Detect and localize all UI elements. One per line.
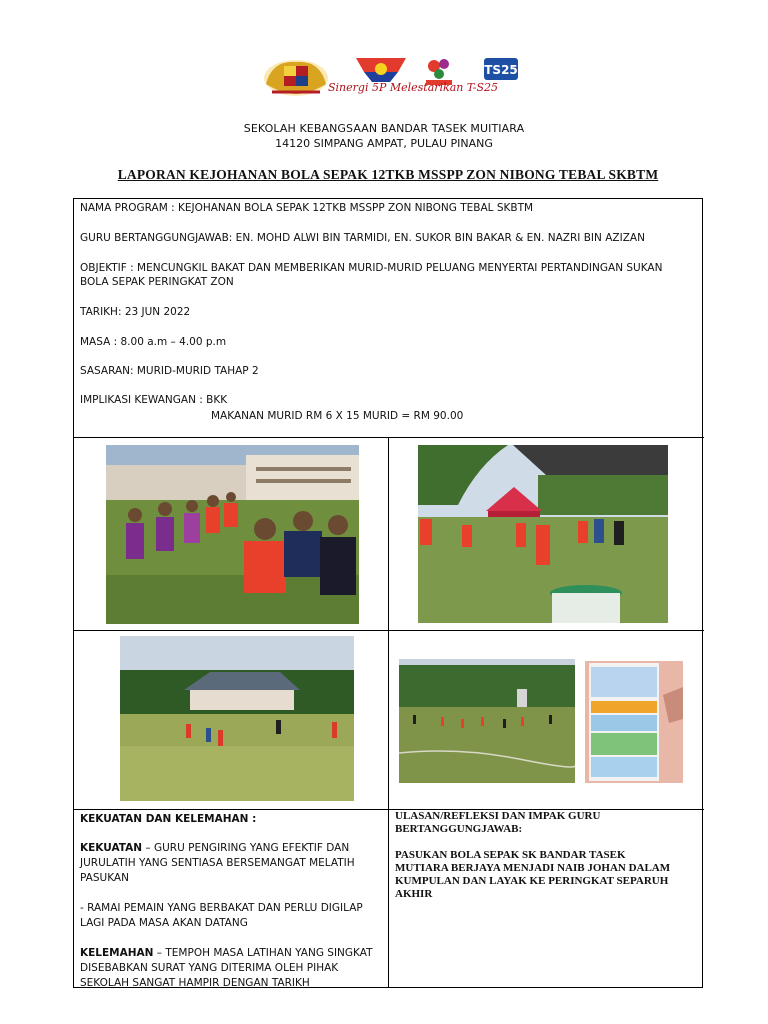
table-column-divider [388,437,389,988]
objective-line-1: OBJEKTIF : MENCUNGKIL BAKAT DAN MEMBERIKAN MURID-MURID PELUANG MENYERTAI PERTANDINGAN SUKAN [80,262,663,274]
talent-line-2: LAGI PADA MASA AKAN DATANG [80,917,248,929]
motto: Sinergi 5P Melestarikan T-S25 [328,81,499,94]
photo-field-tent [418,445,668,623]
reflection-body-line-2: MUTIARA BERJAYA MENJADI NAIB JOHAN DALAM [395,862,671,874]
reflection-heading-line-2: BERTANGGUNGJAWAB: [395,823,523,835]
photo-team-lineup [106,445,359,624]
school-address: 14120 SIMPANG AMPAT, PULAU PINANG [275,137,493,150]
strength-line-1: KEKUATAN – GURU PENGIRING YANG EFEKTIF DAN [80,842,350,854]
ministry-logo [356,58,406,82]
crest-logo [264,60,328,96]
reflection-body-line-3: KUMPULAN DAN LAYAK KE PERINGKAT SEPARUH [395,875,669,887]
reflection-body-line-4: AKHIR [395,888,433,900]
strength-weakness-heading: KEKUATAN DAN KELEMAHAN : [80,813,257,825]
reflection-heading-line-1: ULASAN/REFLEKSI DAN IMPAK GURU [395,810,601,822]
objective-line-2: BOLA SEPAK PERINGKAT ZON [80,276,234,288]
photo-match-play [399,659,575,783]
svg-text:TS25: TS25 [484,63,518,77]
program-name: NAMA PROGRAM : KEJOHANAN BOLA SEPAK 12TKB MSSPP ZON NIBONG TEBAL SKBTM [80,202,534,214]
talent-line-1: - RAMAI PEMAIN YANG BERBAKAT DAN PERLU DIGILAP [80,902,363,914]
target: SASARAN: MURID-MURID TAHAP 2 [80,365,259,377]
photo-score-sheet [585,661,683,783]
responsible-teachers: GURU BERTANGGUNGJAWAB: EN. MOHD ALWI BIN TARMIDI, EN. SUKOR BIN BAKAR & EN. NAZRI BIN AZIZAN [80,232,645,244]
weakness-line-1: KELEMAHAN – TEMPOH MASA LATIHAN YANG SINGKAT [80,947,373,959]
weakness-line-3: SEKOLAH SANGAT HAMPIR DENGAN TARIKH [80,977,310,989]
school-name: SEKOLAH KEBANGSAAN BANDAR TASEK MUITIARA [243,122,525,135]
financial-implication: IMPLIKASI KEWANGAN : BKK [80,394,228,406]
strength-line-3: PASUKAN [80,872,129,884]
weakness-line-2: DISEBABKAN SURAT YANG DITERIMA OLEH PIHAK [80,962,339,974]
strength-line-2: JURULATIH YANG SENTIASA BERSEMANGAT MELATIH [80,857,355,869]
date: TARIKH: 23 JUN 2022 [80,306,191,318]
reflection-body-line-1: PASUKAN BOLA SEPAK SK BANDAR TASEK [395,849,626,861]
meal-cost: MAKANAN MURID RM 6 X 15 MURID = RM 90.00 [211,410,464,422]
ts25-logo [484,58,518,80]
report-title: LAPORAN KEJOHANAN BOLA SEPAK 12TKB MSSPP ZON NIBONG TEBAL SKBTM [117,167,659,182]
time: MASA : 8.00 a.m – 4.00 p.m [80,336,227,348]
photo-field-building [120,636,354,801]
